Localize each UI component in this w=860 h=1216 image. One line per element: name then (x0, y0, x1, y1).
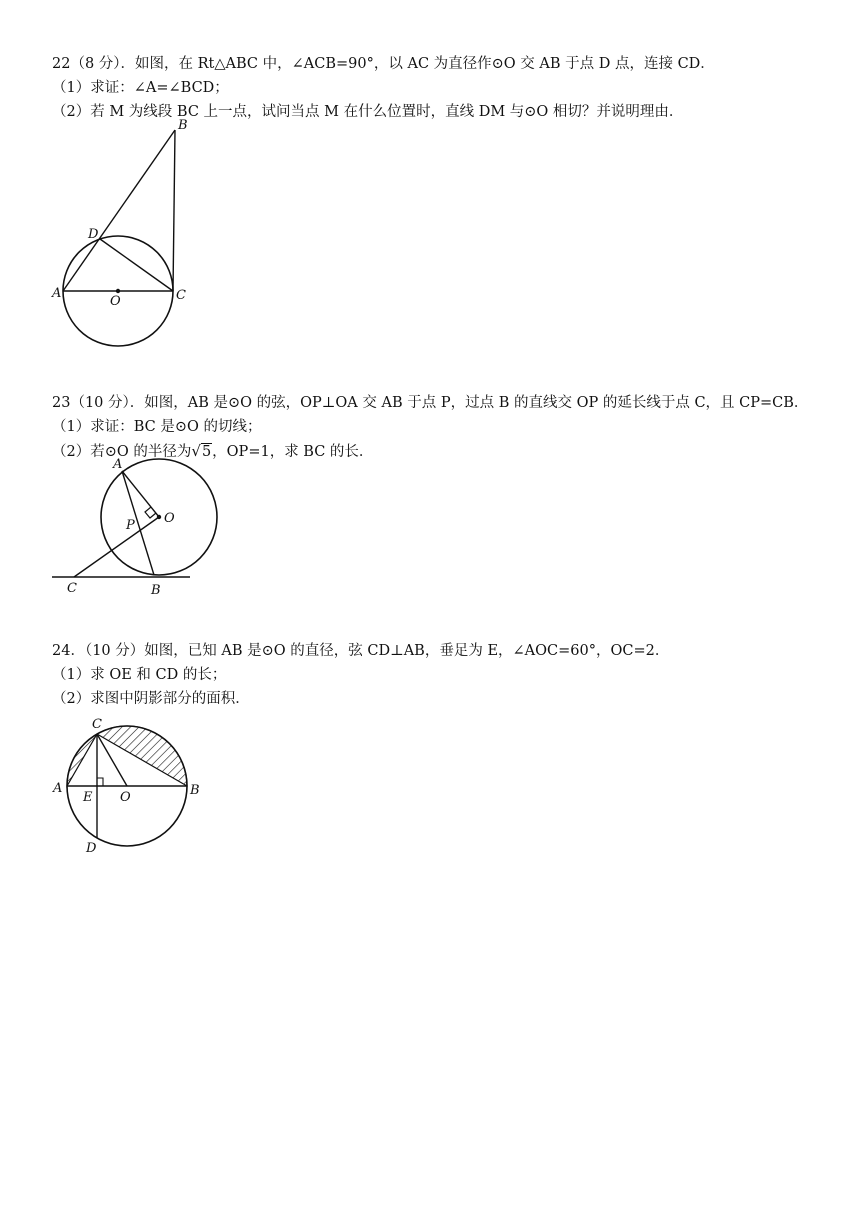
q23-label-b: B (151, 583, 161, 598)
q22-segment-ab (63, 130, 175, 291)
q22-label-o: O (110, 294, 121, 309)
q22-label-a: A (52, 286, 62, 301)
q22-part1: （1）求证：∠A=∠BCD； (52, 80, 229, 96)
q22-label-b: B (178, 118, 188, 133)
q24-shaded-segment-cb (97, 726, 187, 786)
q24-figure (48, 712, 218, 857)
q22-center-dot (116, 289, 120, 293)
q22-part2: （2）若 M 为线段 BC 上一点，试问当点 M 在什么位置时，直线 DM 与⊙O 相切？并说明理由． (52, 104, 684, 120)
q22-label-c: C (176, 288, 186, 303)
q24-label-e: E (83, 790, 93, 805)
sqrt-radicand: 5 (201, 444, 212, 460)
q22-segment-cd (100, 239, 173, 291)
q22-label-d: D (88, 227, 99, 242)
q24-part2: （2）求图中阴影部分的面积． (52, 691, 250, 707)
q24-label-c: C (92, 717, 102, 732)
q23-header: 23（10 分）．如图，AB 是⊙O 的弦，OP⊥OA 交 AB 于点 P，过点 B 的直线交 OP 的延长线于点 C，且 CP=CB． (52, 395, 809, 411)
q23-label-p: P (126, 518, 135, 533)
q23-part2-post: ，OP=1，求 BC 的长． (212, 444, 374, 460)
q24-right-angle-mark (97, 778, 103, 786)
q24-header: 24．（10 分）如图，已知 AB 是⊙O 的直径，弦 CD⊥AB，垂足为 E，∠AOC=60°，OC=2． (52, 643, 670, 659)
q24-label-a: A (53, 781, 63, 796)
q23-center-dot (157, 515, 161, 519)
q24-label-b: B (190, 783, 200, 798)
q23-label-a: A (113, 457, 123, 472)
q23-figure (48, 455, 248, 600)
q23-part1: （1）求证：BC 是⊙O 的切线； (52, 419, 262, 435)
q23-label-c: C (67, 581, 77, 596)
q22-segment-bc (173, 130, 175, 291)
q24-label-o: O (120, 790, 131, 805)
q24-label-d: D (86, 841, 97, 856)
q23-part2-pre: （2）若⊙O 的半径为 (52, 444, 192, 460)
q23-segment-co (74, 517, 159, 577)
q24-part1: （1）求 OE 和 CD 的长； (52, 667, 227, 683)
q24-shaded-segment-ac (67, 734, 97, 786)
q23-segment-oa (122, 471, 159, 517)
q22-header: 22（8 分）．如图，在 Rt△ABC 中，∠ACB=90°，以 AC 为直径作⊙O 交 AB 于点 D 点，连接 CD． (52, 56, 715, 72)
q23-right-angle-mark (145, 507, 156, 518)
sqrt-expression: √5 (191, 442, 212, 460)
q23-label-o: O (164, 511, 175, 526)
q22-figure (48, 115, 208, 355)
